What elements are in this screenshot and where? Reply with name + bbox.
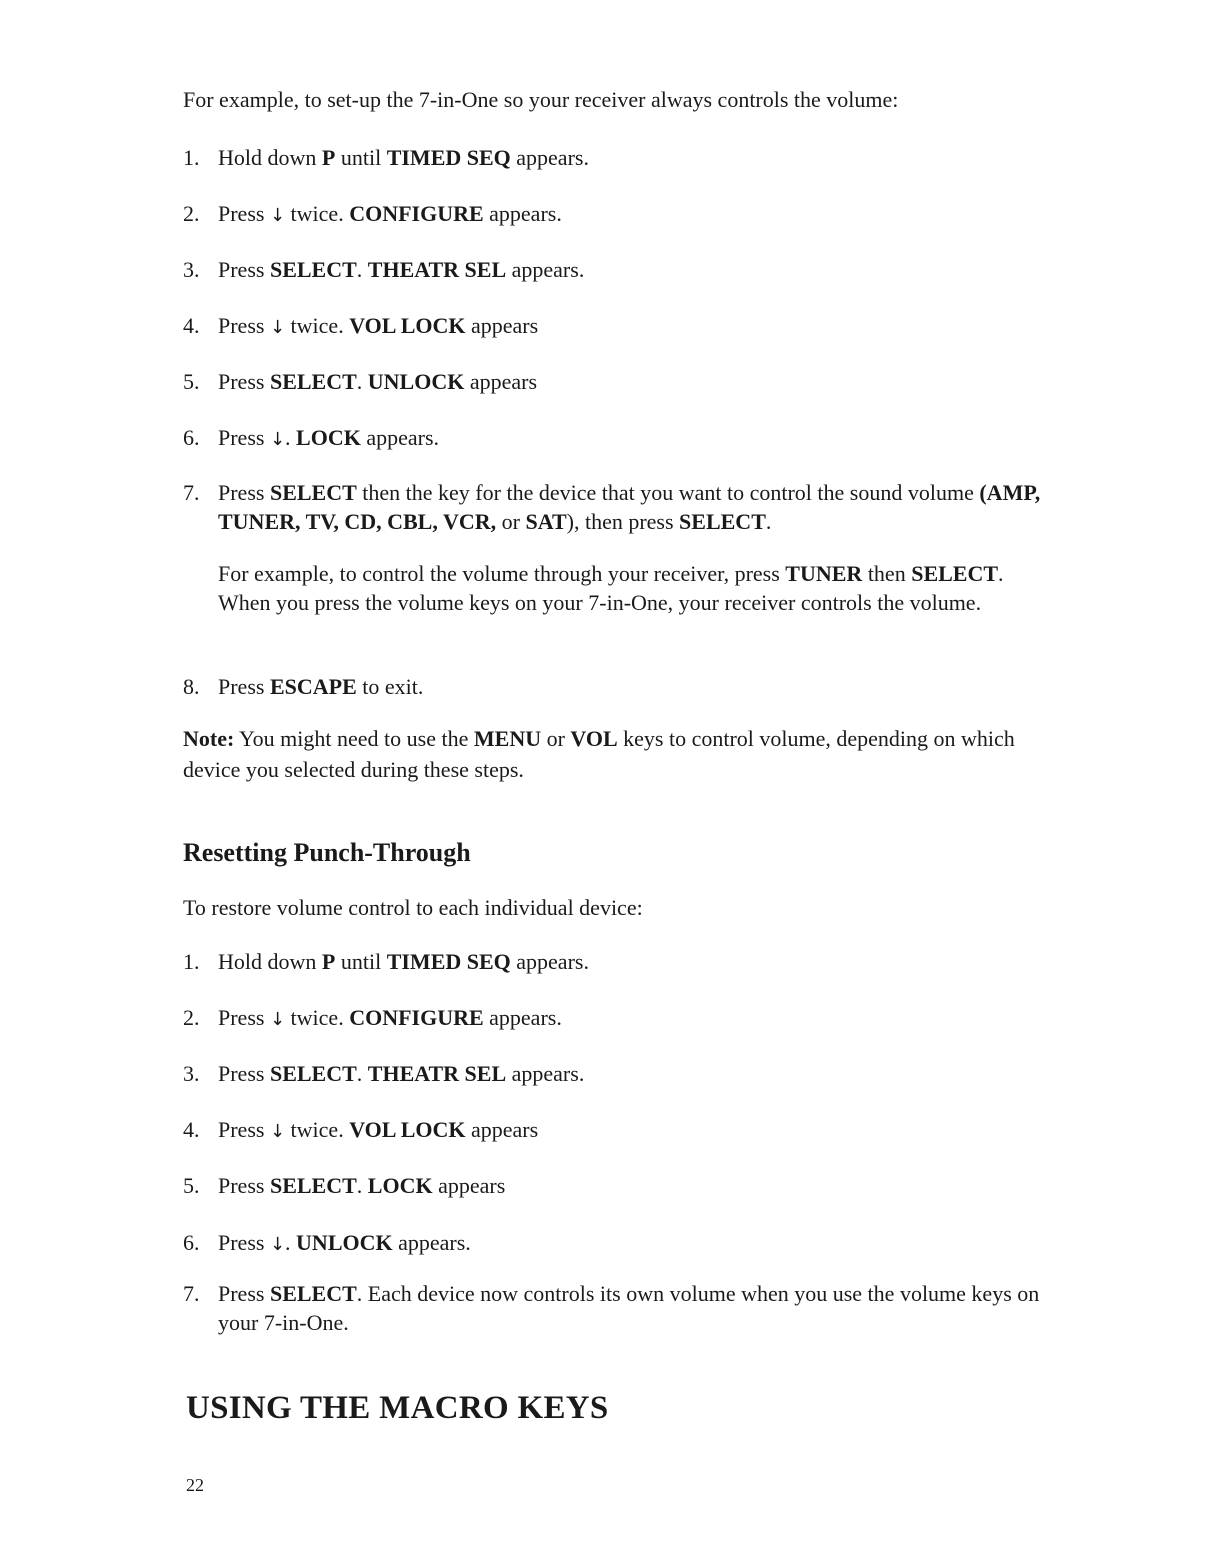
down-arrow-icon: ↓ xyxy=(269,1234,286,1255)
document-page: For example, to set-up the 7-in-One so your receiver always controls the volume: 1. Hold down P until TIMED SEQ appears. 2. Press ↓ twice. CONFIGURE appears. 3. Press SELECT. THEATR SEL appears. 4. Press ↓ twice. VOL LOCK appears 5. Press SELECT. UNLOCK appears 6. Press ↓. LOCK appears. 7. Press SELECT then the key for the device that you want to control the sound volume (AMP, TUNER, TV, CD, CBL, VCR, or SAT), then press SELECT. For example, to control the volume through your receiver, press TUNER then SELECT. When you press the volume keys on your 7-in-One, your receiver controls the volume. 8. Press ESCAPE to exit. Note: You might need to use the MENU or VOL keys to control volume, depending on which device you selected during these steps. Resetting Punch-Through To restore volume control to each individual device: 1. Hold down P until TIMED SEQ appears. 2. Press ↓ twice. CONFIGURE appears. 3. Press SELECT. THEATR SEL appears. 4. Press ↓ twice. VOL LOCK appears 5. Press SELECT. LOCK appears 6. Press ↓. UNLOCK appears. 7. Press SELECT. Each device now controls its own volume when you use the volume keys on your 7-in-One. USING THE MACRO KEYS 22 xyxy=(0,0,1220,1550)
down-arrow-icon: ↓ xyxy=(269,1009,286,1030)
step-number: 1. xyxy=(183,145,200,170)
note-label: Note: xyxy=(183,726,235,751)
intro-paragraph: For example, to set-up the 7-in-One so your receiver always controls the volume: xyxy=(183,87,899,112)
step-number: 4. xyxy=(183,1117,200,1142)
down-arrow-icon: ↓ xyxy=(269,317,286,338)
step-number: 2. xyxy=(183,201,200,226)
section-heading-resetting: Resetting Punch-Through xyxy=(183,838,471,867)
step-number: 2. xyxy=(183,1005,200,1030)
step-number: 6. xyxy=(183,425,200,450)
step-number: 8. xyxy=(183,674,200,699)
section-heading-macro-keys: USING THE MACRO KEYS xyxy=(186,1390,609,1426)
step-number: 4. xyxy=(183,313,200,338)
down-arrow-icon: ↓ xyxy=(269,205,286,226)
down-arrow-icon: ↓ xyxy=(269,1121,286,1142)
reset-intro: To restore volume control to each individual device: xyxy=(183,895,643,920)
step-number: 6. xyxy=(183,1230,200,1255)
step-number: 7. xyxy=(183,480,200,505)
step-number: 5. xyxy=(183,369,200,394)
step-number: 3. xyxy=(183,257,200,282)
step-number: 3. xyxy=(183,1061,200,1086)
note-paragraph: Note: You might need to use the MENU or VOL keys to control volume, depending on which device you selected during these steps. xyxy=(183,726,1015,782)
step-7-example: For example, to control the volume through your receiver, press TUNER then SELECT. When you press the volume keys on your 7-in-One, your receiver controls the volume. xyxy=(218,561,1004,615)
step-number: 5. xyxy=(183,1173,200,1198)
step-number: 7. xyxy=(183,1281,200,1306)
down-arrow-icon: ↓ xyxy=(269,429,286,450)
step-number: 1. xyxy=(183,949,200,974)
page-number: 22 xyxy=(186,1475,204,1495)
